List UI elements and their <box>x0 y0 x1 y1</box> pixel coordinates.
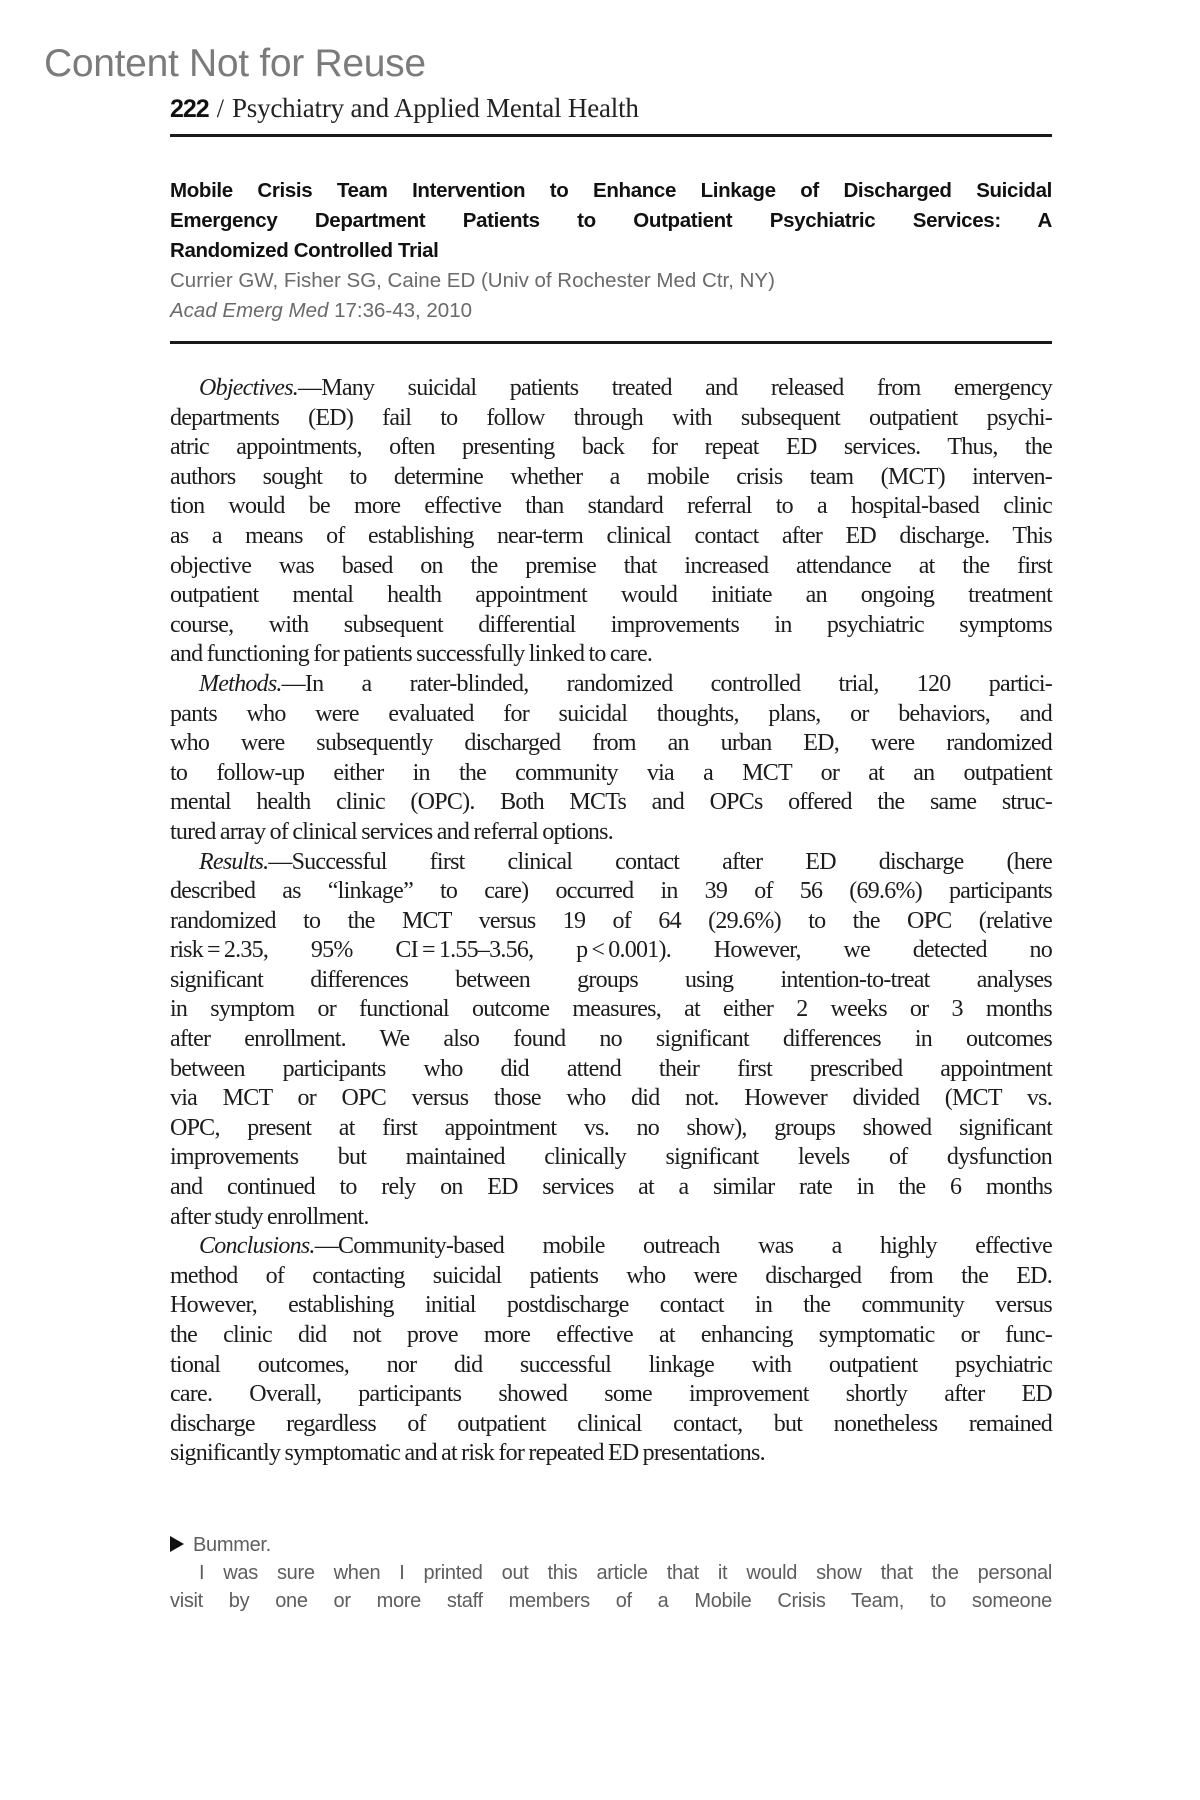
abstract-line: care. Overall, participants showed some improvement shortly after ED <box>170 1381 1052 1408</box>
abstract-line: as a means of establishing near-term clinical contact after ED discharge. This <box>170 522 1052 549</box>
article-title-line: Mobile Crisis Team Intervention to Enhance Linkage of Discharged Suicidal <box>170 179 1052 202</box>
abstract-line: authors sought to determine whether a mobile crisis team (MCT) interven- <box>170 463 1052 490</box>
abstract-line: course, with subsequent differential improvements in psychiatric symptoms <box>170 611 1052 638</box>
abstract <box>170 374 1052 1469</box>
section-label-objectives: Objectives. <box>199 375 299 401</box>
abstract-line: atric appointments, often presenting back for repeat ED services. Thus, the <box>170 434 1052 461</box>
commentary <box>170 1531 1052 1615</box>
title-rule <box>170 341 1052 344</box>
citation-journal: Acad Emerg Med <box>170 299 329 322</box>
section-label-methods: Methods. <box>199 670 282 697</box>
abstract-line: and continued to rely on ED services at a similar rate in the 6 months <box>170 1174 1052 1201</box>
citation-details: 17:36-43, 2010 <box>328 299 472 322</box>
abstract-line: in symptom or functional outcome measures, at either 2 weeks or 3 months <box>170 996 1052 1023</box>
abstract-line <box>170 374 1052 404</box>
abstract-line: and functioning for patients successfully linked to care. <box>170 641 653 668</box>
article-title-line: Emergency Department Patients to Outpatient Psychiatric Services: A <box>170 209 1052 232</box>
abstract-line: after enrollment. We also found no significant differences in outcomes <box>170 1026 1052 1053</box>
abstract-line: mental health clinic (OPC). Both MCTs and OPCs offered the same struc- <box>170 789 1052 816</box>
commentary-heading: Bummer. <box>193 1534 271 1556</box>
commentary-line: visit by one or more staff members of a Mobile Crisis Team, to someone <box>170 1590 1052 1612</box>
abstract-line: after study enrollment. <box>170 1203 369 1230</box>
commentary-line: I was sure when I printed out this article that it would show that the personal <box>199 1562 1052 1584</box>
abstract-line <box>170 848 1052 878</box>
abstract-line: method of contacting suicidal patients who were discharged from the ED. <box>170 1262 1052 1289</box>
journal-section-title: Psychiatry and Applied Mental Health <box>231 93 639 123</box>
abstract-line: described as “linkage” to care) occurred in 39 of 56 (69.6%) participants <box>170 878 1052 905</box>
abstract-line: risk = 2.35, 95% CI = 1.55–3.56, p < 0.001). However, we detected no <box>170 937 1052 964</box>
abstract-line: tional outcomes, nor did successful linkage with outpatient psychiatric <box>170 1351 1052 1378</box>
abstract-line: outpatient mental health appointment would initiate an ongoing treatment <box>170 582 1052 609</box>
article-citation <box>170 296 1052 326</box>
abstract-line: significant differences between groups using intention-to-treat analyses <box>170 966 1052 993</box>
abstract-line: randomized to the MCT versus 19 of 64 (29.6%) to the OPC (relative <box>170 907 1052 934</box>
abstract-line: discharge regardless of outpatient clinical contact, but nonetheless remained <box>170 1410 1052 1437</box>
page-number: 222 <box>170 95 209 123</box>
abstract-line: pants who were evaluated for suicidal thoughts, plans, or behaviors, and <box>170 700 1052 727</box>
abstract-line: tured array of clinical services and referral options. <box>170 818 613 845</box>
running-head-separator: / <box>216 94 224 123</box>
article-authors: Currier GW, Fisher SG, Caine ED (Univ of Rochester Med Ctr, NY) <box>170 269 775 292</box>
article-header <box>170 176 1052 326</box>
abstract-line <box>170 1232 1052 1262</box>
abstract-text: —Community-based mobile outreach was a highly effective <box>314 1233 1052 1260</box>
abstract-line: However, establishing initial postdischarge contact in the community versus <box>170 1292 1052 1319</box>
abstract-text: —Successful first clinical contact after ED discharge (here <box>268 848 1052 875</box>
abstract-line: via MCT or OPC versus those who did not. However divided (MCT vs. <box>170 1085 1052 1112</box>
section-label-conclusions: Conclusions. <box>199 1233 315 1260</box>
abstract-line: to follow-up either in the community via a MCT or at an outpatient <box>170 759 1052 786</box>
watermark: Content Not for Reuse <box>44 42 426 85</box>
right-triangle-icon <box>170 1536 184 1552</box>
abstract-text: —Many suicidal patients treated and released from emergency <box>298 375 1052 401</box>
abstract-text: —In a rater-blinded, randomized controlled trial, 120 partici- <box>281 670 1052 697</box>
abstract-line: departments (ED) fail to follow through with subsequent outpatient psychi- <box>170 404 1052 431</box>
abstract-line: OPC, present at first appointment vs. no show), groups showed significant <box>170 1114 1052 1141</box>
abstract-line: significantly symptomatic and at risk for repeated ED presentations. <box>170 1440 765 1467</box>
commentary-heading-line <box>170 1531 1052 1559</box>
abstract-line: improvements but maintained clinically significant levels of dysfunction <box>170 1144 1052 1171</box>
article-title-line: Randomized Controlled Trial <box>170 239 439 262</box>
abstract-line: objective was based on the premise that increased attendance at the first <box>170 552 1052 579</box>
header-rule <box>170 134 1052 137</box>
abstract-line: the clinic did not prove more effective at enhancing symptomatic or func- <box>170 1322 1052 1348</box>
abstract-line: who were subsequently discharged from an urban ED, were randomized <box>170 730 1052 757</box>
abstract-line: tion would be more effective than standard referral to a hospital-based clinic <box>170 493 1052 520</box>
abstract-line: between participants who did attend their first prescribed appointment <box>170 1055 1052 1082</box>
section-label-results: Results. <box>199 848 269 875</box>
abstract-line <box>170 670 1052 700</box>
running-head <box>170 92 639 124</box>
